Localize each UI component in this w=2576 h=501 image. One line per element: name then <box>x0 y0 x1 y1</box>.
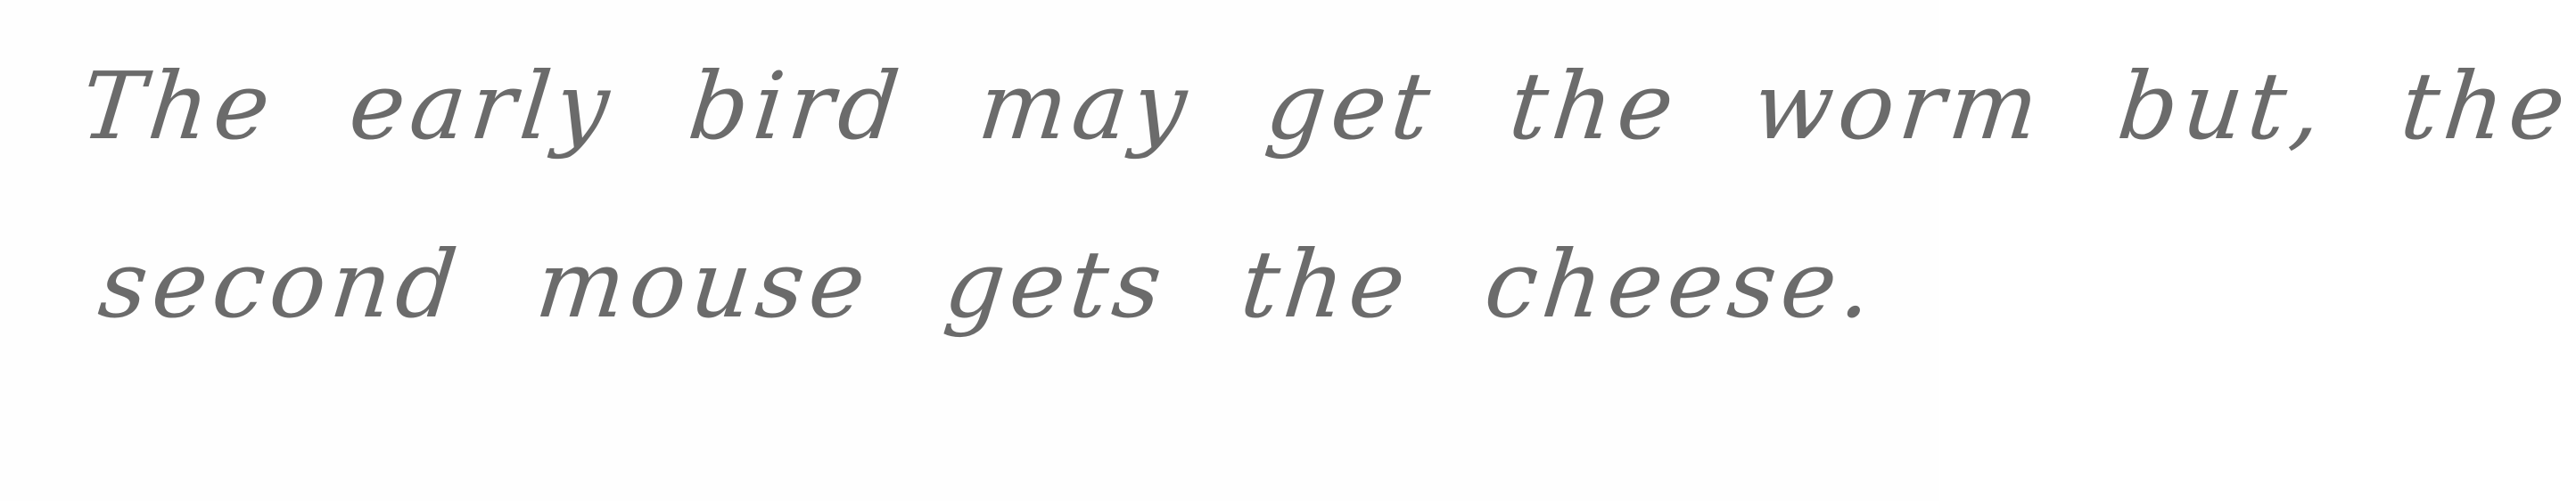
handwriting-line-1: The early bird may get the worm but, the <box>76 52 2576 160</box>
handwriting-line-2: second mouse gets the cheese. <box>94 230 1883 339</box>
